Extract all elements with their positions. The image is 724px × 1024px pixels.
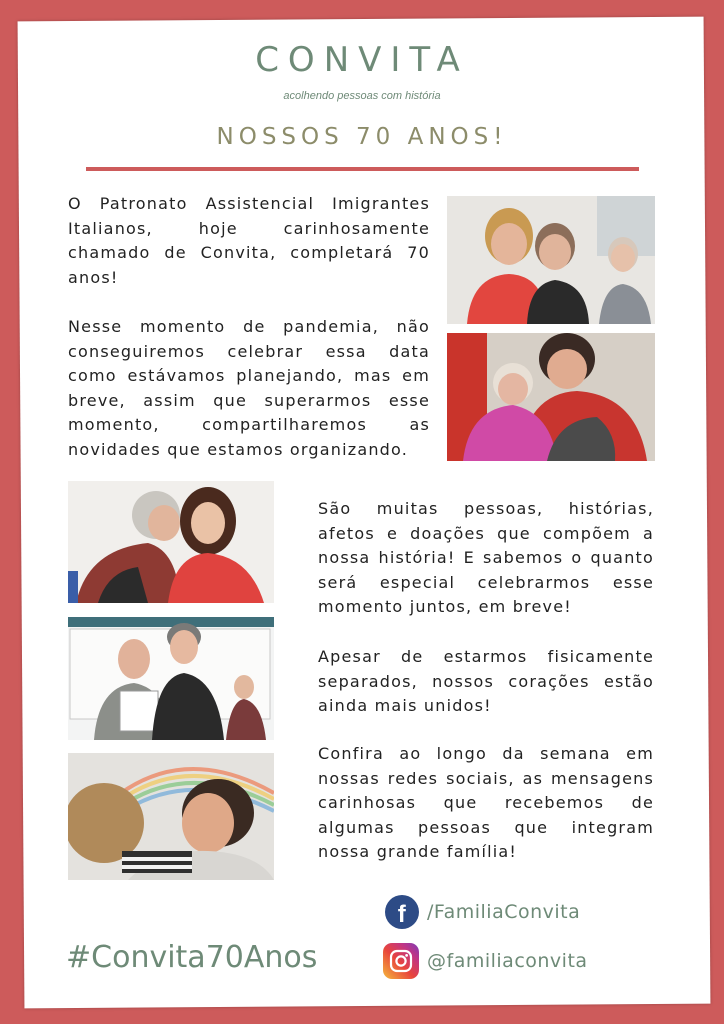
paragraph-pandemic: Nesse momento de pandemia, não conseguiremos celebrar essa data como estávamos planejando, mas em breve, assim que superarmos esse momento, compartilharemos as novidades que estamos organizando. (68, 317, 430, 459)
photo-kiss (68, 481, 274, 603)
photo-three-women (447, 196, 655, 324)
instagram-icon (383, 943, 419, 979)
paragraph-social: Confira ao longo da semana em nossas redes sociais, as mensagens carinhosas que recebemos de algumas pessoas que integram nossa grande família! (318, 744, 654, 861)
title-divider (86, 167, 639, 171)
photo-rainbow-hug (68, 753, 274, 880)
paragraph-intro: O Patronato Assistencial Imigrantes Italianos, hoje carinhosamente chamado de Convita, completará 70 anos! (68, 194, 430, 287)
brand-tagline: acolhendo pessoas com história (283, 90, 441, 102)
facebook-handle: /FamiliaConvita (427, 901, 581, 923)
page-title: NOSSOS 70 ANOS! (216, 124, 508, 150)
photo-certificate (68, 617, 274, 740)
facebook-icon: f (385, 895, 419, 929)
paragraph-history: São muitas pessoas, histórias, afetos e doações que compõem a nossa história! E sabemos o quanto será especial celebrarmos esse momento juntos, em breve! (318, 499, 654, 616)
instagram-handle: @familiaconvita (427, 950, 588, 972)
instagram-link[interactable] (383, 943, 588, 979)
paragraph-united: Apesar de estarmos fisicamente separados, nossos corações estão ainda mais unidos! (318, 647, 654, 715)
facebook-link[interactable] (385, 895, 580, 929)
brand-logo: CONVITA (255, 40, 469, 80)
hashtag: #Convita70Anos (66, 940, 318, 975)
photo-hug (447, 333, 655, 461)
